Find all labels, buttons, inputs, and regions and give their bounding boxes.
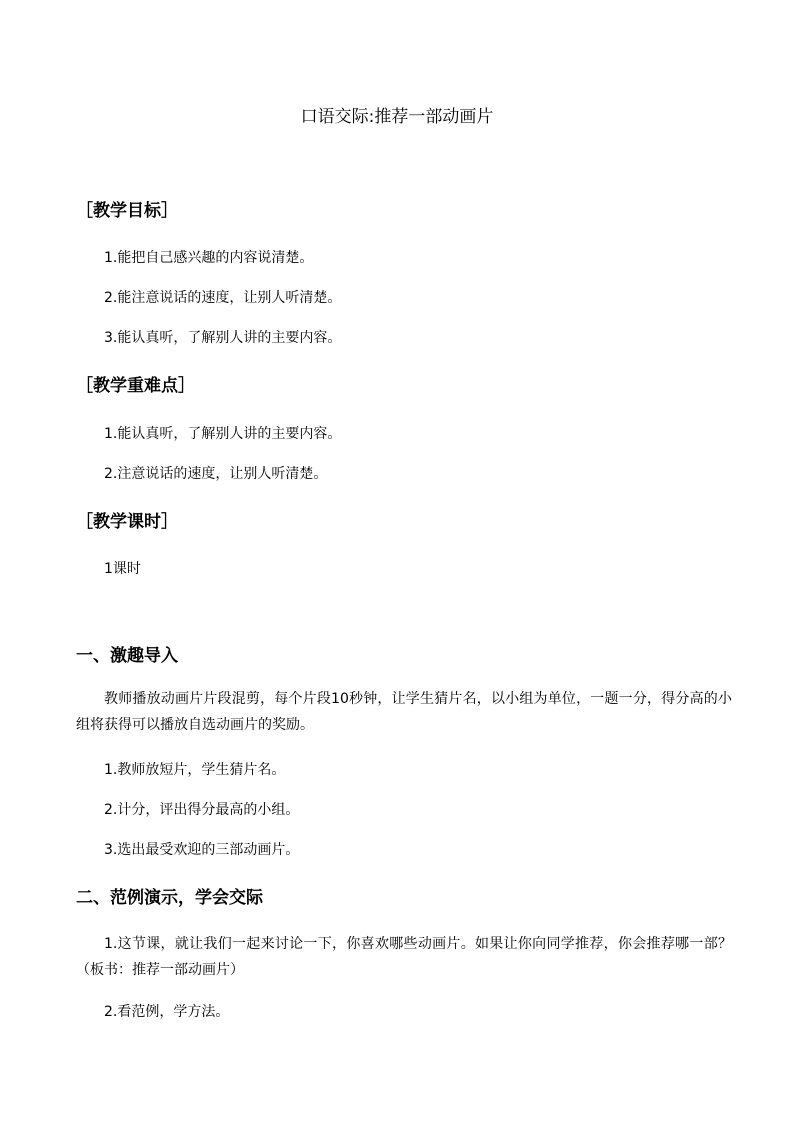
periods-text: 1课时 [104,561,141,577]
objective-item-2: 2.能注意说话的速度，让别人听清楚。 [104,290,342,306]
objectives-heading: ［教学目标］ [76,201,178,221]
section1-heading: 一、激趣导入 [76,646,178,666]
document-title: 口语交际:推荐一部动画片 [300,107,494,127]
key-point-item-2: 2.注意说话的速度，让别人听清楚。 [104,466,328,482]
section2-paragraph: 1.这节课，就让我们一起来讨论一下，你喜欢哪些动画片。如果让你向同学推荐，你会推荐哪一部？（板书：推荐一部动画片） [76,936,732,978]
objective-item-1: 1.能把自己感兴趣的内容说清楚。 [104,250,314,266]
section1-item-3: 3.选出最受欢迎的三部动画片。 [104,842,300,858]
periods-heading: ［教学课时］ [76,512,178,532]
key-points-heading: ［教学重难点］ [76,376,195,396]
section2-item-1: 2.看范例，学方法。 [104,1004,230,1020]
section1-item-1: 1.教师放短片，学生猜片名。 [104,762,286,778]
objective-item-3: 3.能认真听，了解别人讲的主要内容。 [104,330,342,346]
section1-item-2: 2.计分，评出得分最高的小组。 [104,802,300,818]
section2-heading: 二、范例演示，学会交际 [76,888,263,908]
key-point-item-1: 1.能认真听，了解别人讲的主要内容。 [104,426,342,442]
section1-paragraph: 教师播放动画片片段混剪，每个片段10秒钟，让学生猜片名，以小组为单位，一题一分，得分高的小组将获得可以播放自选动画片的奖励。 [76,691,732,733]
